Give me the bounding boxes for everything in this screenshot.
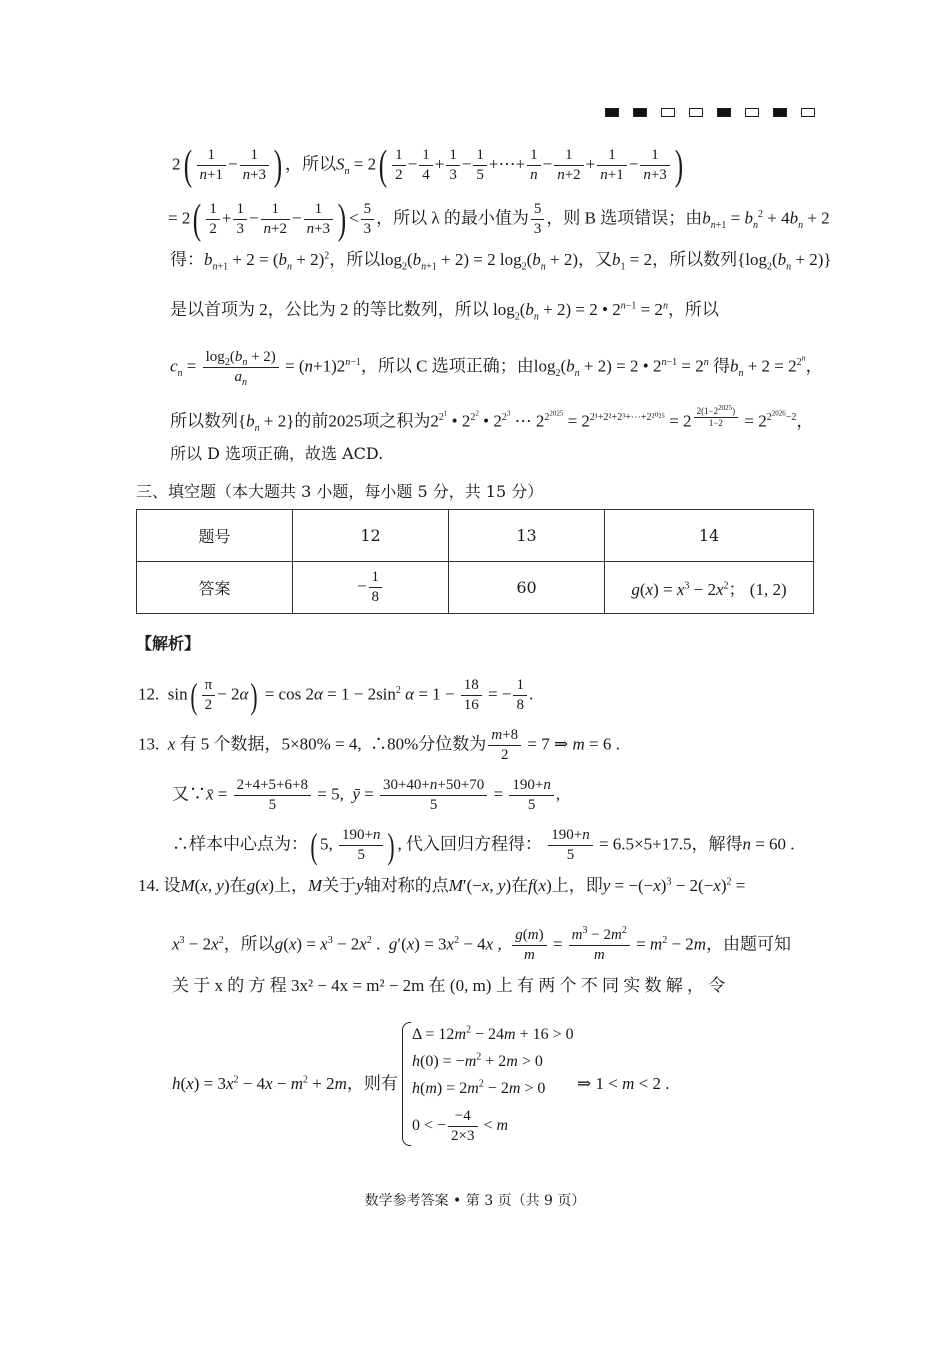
text-lambda-min: ，所以 λ 的最小值为: [376, 208, 529, 228]
text-p13-center: ∴样本中心点为：: [172, 834, 308, 854]
text-p14-suoyi: ，所以: [223, 934, 275, 954]
table-cell: 12: [293, 510, 449, 562]
filled-square-marker: [633, 108, 647, 117]
solution-12: 12. sin( $\frac{\pi}{2}$ − $2\alpha) = \cos 2\alpha = 1 - 2\sin^2$ α = 1 − $\frac{18}{16}$ = − $\frac{1}{8}$ .: [138, 675, 534, 716]
table-cell: 题号: [137, 510, 293, 562]
filled-square-marker: [605, 108, 619, 117]
solution-14-line2: $x^3 - 2x^2$，所以$g(x) = x^3 - 2x^2$ . $g'(x) = 3x^2 - 4x$ , $\frac{g(m)}{m}$ = $\frac{m^3 - 2m^2}{m}$ = $m^2 - 2m$，由题可知: [172, 925, 792, 963]
math-line-1: 2( $\frac{1}{n+1}$ − $\frac{1}{n+3}$ ) ，所以$S_n = 2$( $\frac{1}{2}$ − $\frac{1}{4}$ + $\frac{1}{3}$ − $\frac{1}{5}$ +⋯+ $\frac{1}{n}$ − $\frac{1}{n+2}$ + $\frac{1}{n+1}$ − $\frac{1}{n+3}$ ): [172, 142, 683, 189]
text-b-wrong: ，则 B 选项错误；由: [546, 208, 703, 228]
solution-13-line3: ∴样本中心点为：( 5, $\frac{190+n}{5}$ ) , 代入回归方程得： $\frac{190+n}{5}$ = 6.5×5+17.5，解得n = 60 .: [172, 825, 795, 866]
text-line4-a: 是以首项为 2，公比为 2 的等比数列，所以: [170, 300, 489, 319]
text-p14-ze: ，则有: [346, 1074, 398, 1093]
solution-13-line1: 13. x 有 5 个数据，5×80% = 4, ∴80%分位数为 $\frac{m+8}{2}$ = 7 ⇒ m = 6 .: [138, 727, 620, 763]
table-row: [137, 510, 814, 562]
text-p14-d: 关于: [322, 876, 357, 895]
system-eq-2: $h(0) = -m^2 + 2m > 0$: [412, 1051, 543, 1070]
text-p13-jie: ，解得: [691, 834, 743, 854]
math-line-6: 所以数列$\{b_n + 2\}$的前2025项之积为$2^{2^1}$ • $2^{2^2}$ • $2^{2^3}$ ⋯ $2^{2^{2025}} = 2^{2^1+2^2+2^3+\cdots+2^{2025}} = 2$ $^{\frac{2(1-2^{2025})}{1-2}}$ = $2^{2^{2026}-2}$，: [170, 404, 814, 434]
empty-square-marker: [689, 108, 703, 117]
table-cell: 14: [605, 510, 814, 562]
empty-square-marker: [745, 108, 759, 117]
filled-square-marker: [773, 108, 787, 117]
text-p13-daoru: 代入回归方程得：: [405, 834, 542, 854]
text-de: 得：: [170, 250, 204, 269]
text-c-correct: ，所以 C 选项正确；由: [360, 356, 534, 376]
empty-square-marker: [661, 108, 675, 117]
text-p14-g: 上，即: [551, 876, 603, 895]
answer-table: [136, 509, 814, 614]
text-suoyi2: ，所以: [329, 250, 381, 269]
empty-square-marker: [801, 108, 815, 117]
math-line-5: $c_n$ = $\frac{\log_2(b_n + 2)}{a_n}$ = $(n+1)2^{n-1}$，所以 C 选项正确；由$\log_2(b_n + 2) = 2$ • $2^{n-1} = 2^n$ 得$b_n + 2 = 2^{2^n}$，: [170, 349, 823, 388]
answer-13: 60: [449, 562, 605, 614]
text-p14-youti: ，由题可知: [706, 934, 792, 954]
table-row: [137, 562, 814, 614]
text-line6-a: 所以数列: [170, 411, 238, 431]
solution-13-line2: 又∵x̄ = $\frac{2+4+5+6+8}{5}$ = 5, ȳ = $\frac{30+40+n+50+70}{5}$ = $\frac{190+n}{5}$ ,: [172, 777, 561, 813]
text-youb1: ，又: [578, 250, 613, 269]
text-p13-you: 又∵: [172, 784, 206, 804]
filled-square-marker: [717, 108, 731, 117]
text-p14-e: 轴对称的点: [363, 876, 449, 895]
solution-14-line3: 关 于 x 的 方 程 3x² − 4x = m² − 2m 在 (0, m) 上 有 两 个 不 同 实 数 解 ， 令: [172, 976, 726, 995]
system-eq-4: 0 < − $\frac{-4}{2\times 3}$ < m: [412, 1108, 509, 1144]
solution-14-line1: 14. 设M(x, y)在g(x)上，M关于y轴对称的点M′(−x, y)在f(x)上，即$y = -(-x)^3 - 2(-x)^2$ =: [138, 876, 746, 895]
math-line-3: 得：$b_{n+1} + 2 = (b_n + 2)^2$，所以$\log_2(b_{n+1} + 2) = 2$ $\log_2(b_n + 2)$，又$b_1 = 2$，所以数列$\{\log_2(b_n + 2)\}$: [170, 250, 832, 273]
table-cell: 13: [449, 510, 605, 562]
answer-14: $g(x) = x^3 - 2x^2$； (1, 2): [605, 562, 814, 614]
table-cell: 答案: [137, 562, 293, 614]
text-suoyi-shulie: ，所以数列: [652, 250, 738, 269]
section3-title: 三、填空题（本大题共 3 小题，每小题 5 分，共 15 分）: [136, 482, 544, 501]
text-de2: 得: [712, 356, 730, 376]
analysis-title: 【解析】: [136, 634, 201, 653]
system-result: ⇒ 1 < m < 2 .: [577, 1074, 670, 1093]
page-footer: 数学参考答案 • 第 3 页（共 9 页）: [364, 1193, 586, 1209]
text-p14-a: 14. 设: [138, 876, 181, 895]
system-eq-3: $h(m) = 2m^2 - 2m > 0$: [412, 1078, 546, 1097]
text-suoyi: ，所以: [285, 154, 337, 174]
text-p13-b: ∴80%分位数为: [370, 734, 487, 754]
answer-12: − $\frac{1}{8}$: [293, 562, 449, 614]
text-p14-b: 在: [229, 876, 247, 895]
text-p13-a: 有 5 个数据，: [179, 734, 282, 754]
text-p14-c: 上，: [274, 876, 308, 895]
solution-14-line4: $h(x) = 3x^2 - 4x - m^2 + 2m$，则有: [172, 1074, 398, 1093]
system-brace: [402, 1022, 411, 1146]
text-line4-b: ，所以: [667, 300, 719, 319]
text-p14-f: 在: [511, 876, 529, 895]
system-eq-1: $\Delta = 12m^2 - 24m + 16 > 0$: [412, 1024, 574, 1043]
math-line-4: 是以首项为 2，公比为 2 的等比数列，所以 $\log_2(b_n + 2) = 2$ • $2^{n-1} = 2^n$，所以: [170, 300, 719, 323]
math-line-2: = 2( $\frac{1}{2}$ + $\frac{1}{3}$ − $\frac{1}{n+2}$ − $\frac{1}{n+3}$ ) < $\frac{5}{3}$ ，所以 λ 的最小值为 $\frac{5}{3}$ ，则 B 选项错误；由$b_{n+1} = b_n^2 + 4b_n + 2$: [168, 196, 830, 243]
text-line-7: 所以 D 选项正确，故选 ACD.: [170, 444, 384, 463]
text-line6-b: 的前2025项之积为: [294, 411, 431, 431]
